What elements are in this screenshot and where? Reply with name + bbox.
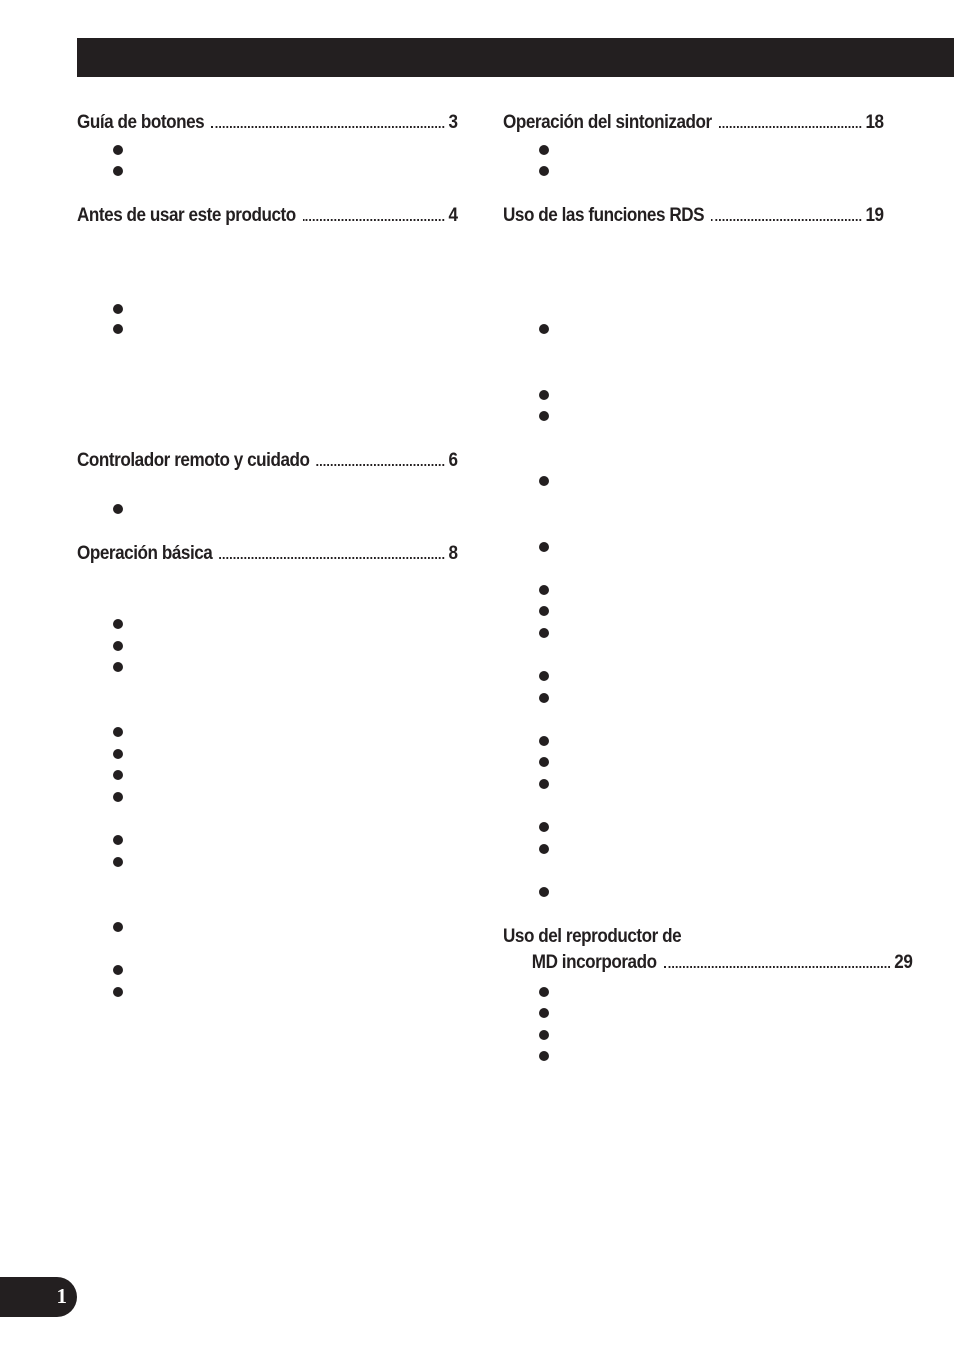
bullet-icon [113, 922, 123, 932]
bullet-icon [113, 166, 123, 176]
bullet-icon [113, 145, 123, 155]
bullet-icon [539, 1030, 549, 1040]
bullet-icon [539, 1051, 549, 1061]
bullet-icon [539, 887, 549, 897]
bullet-icon [113, 662, 123, 672]
bullet-icon [539, 779, 549, 789]
bullet-icon [539, 606, 549, 616]
bullet-icon [113, 727, 123, 737]
bullet-icon [539, 844, 549, 854]
dot-leader [303, 219, 444, 221]
bullet-icon [539, 736, 549, 746]
toc-entry-page: 19 [865, 205, 884, 226]
bullet-icon [539, 324, 549, 334]
toc-entry-title: Operación básica [77, 543, 213, 564]
toc-entry-page: 18 [865, 112, 884, 133]
bullet-icon [539, 411, 549, 421]
toc-entry-title-continued: MD incorporado [531, 952, 657, 973]
bullet-icon [539, 693, 549, 703]
page-number: 1 [56, 1284, 67, 1308]
toc-entry-title: Uso de las funciones RDS [503, 205, 705, 226]
bullet-icon [113, 792, 123, 802]
bullet-icon [539, 822, 549, 832]
bullet-icon [539, 757, 549, 767]
toc-column-right [503, 0, 913, 1355]
bullet-icon [539, 166, 549, 176]
bullet-icon [113, 965, 123, 975]
toc-entry-title: Guía de botones [77, 112, 205, 133]
bullet-icon [539, 476, 549, 486]
toc-entry-page: 4 [448, 205, 458, 226]
toc-entry-page: 3 [448, 112, 458, 133]
toc-entry-page: 6 [448, 450, 458, 471]
bullet-icon [113, 770, 123, 780]
bullet-icon [539, 390, 549, 400]
bullet-icon [539, 987, 549, 997]
toc-entry-title: Operación del sintonizador [503, 112, 712, 133]
toc-entry-page: 29 [894, 952, 913, 973]
bullet-icon [539, 145, 549, 155]
toc-entry-page: 8 [448, 543, 458, 564]
bullet-icon [539, 628, 549, 638]
toc-entry[interactable] [503, 205, 884, 231]
dot-leader [220, 557, 444, 559]
toc-entry-title: Antes de usar este producto [77, 205, 296, 226]
toc-entry[interactable] [77, 205, 458, 231]
dot-leader [317, 464, 444, 466]
toc-entry[interactable] [503, 112, 884, 138]
dot-leader [664, 966, 890, 968]
dot-leader [211, 126, 444, 128]
page-number-tab [0, 1277, 77, 1317]
toc-entry[interactable] [77, 543, 458, 569]
bullet-icon [539, 542, 549, 552]
bullet-icon [113, 835, 123, 845]
bullet-icon [113, 641, 123, 651]
bullet-icon [113, 857, 123, 867]
toc-entry-title: Controlador remoto y cuidado [77, 450, 310, 471]
bullet-icon [113, 749, 123, 759]
dot-leader [711, 219, 861, 221]
bullet-icon [539, 671, 549, 681]
bullet-icon [113, 987, 123, 997]
bullet-icon [113, 619, 123, 629]
bullet-icon [539, 585, 549, 595]
dot-leader [719, 126, 861, 128]
toc-entry[interactable] [503, 926, 913, 978]
toc-entry[interactable] [77, 450, 458, 476]
toc-entry[interactable] [77, 112, 458, 138]
bullet-icon [113, 504, 123, 514]
toc-column-left [77, 0, 458, 1355]
bullet-icon [113, 324, 123, 334]
bullet-icon [539, 1008, 549, 1018]
bullet-icon [113, 304, 123, 314]
toc-entry-title: Uso del reproductor de [503, 926, 682, 947]
